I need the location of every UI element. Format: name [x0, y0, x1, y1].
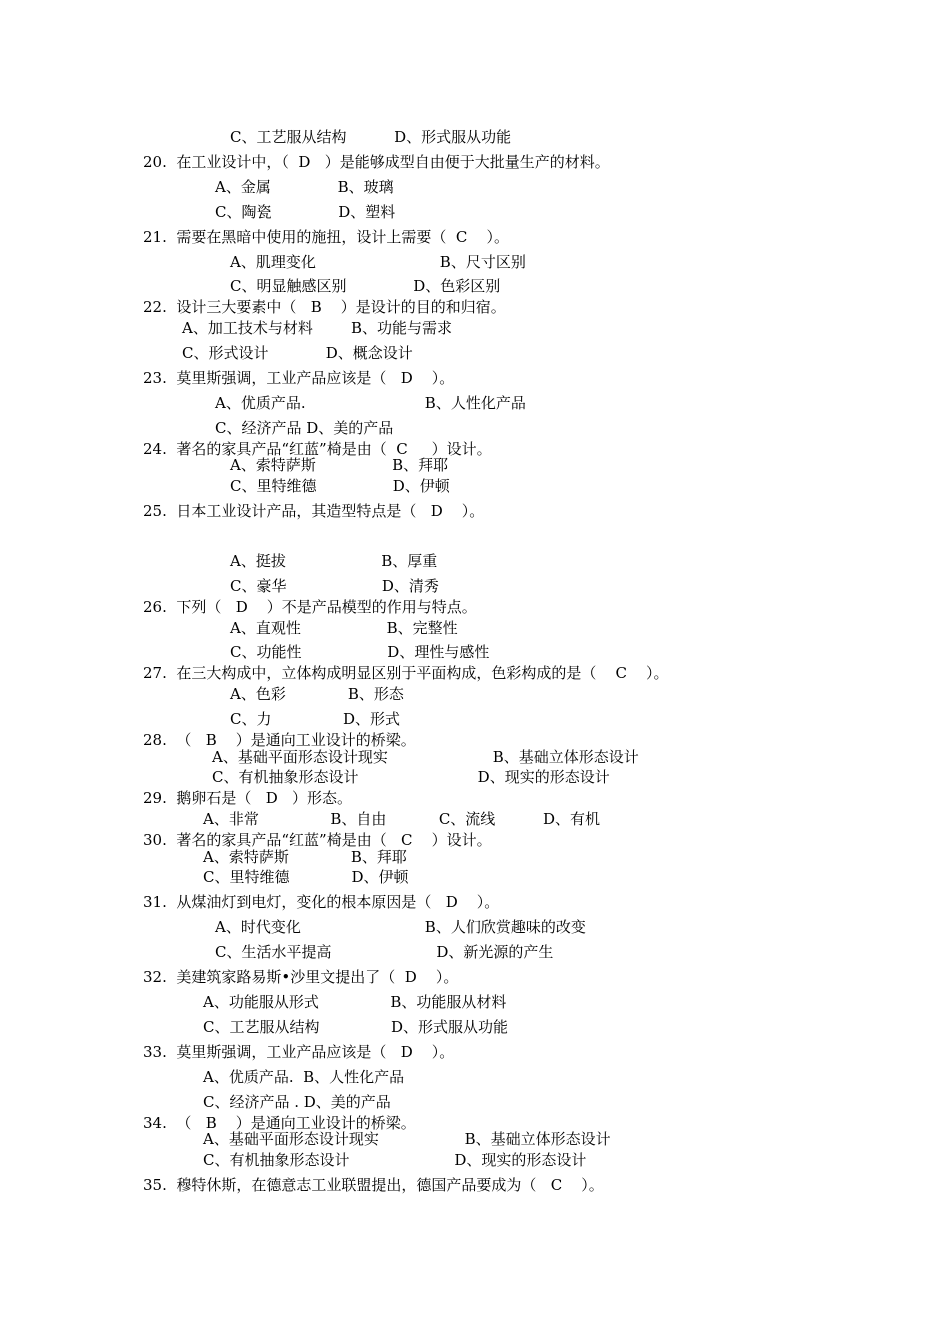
- option-line: C、经济产品 . D、美的产品: [203, 1093, 391, 1111]
- option-line: A、挺拔 B、厚重: [230, 552, 438, 570]
- option-line: A、优质产品. B、人性化产品: [215, 394, 526, 412]
- option-line: C、豪华 D、清秀: [230, 577, 439, 595]
- option-line: C、功能性 D、理性与感性: [230, 643, 490, 661]
- question-line: 26. 下列（ D ）不是产品模型的作用与特点。: [143, 598, 477, 616]
- question-line: 21. 需要在黑暗中使用的施扭，设计上需要（ C ）。: [143, 228, 509, 246]
- question-line: 32. 美建筑家路易斯•沙里文提出了（ D ）。: [143, 968, 459, 986]
- option-line: A、基础平面形态设计现实 B、基础立体形态设计: [203, 1130, 611, 1148]
- option-line: C、明显触感区别 D、色彩区别: [230, 277, 501, 295]
- option-line: A、基础平面形态设计现实 B、基础立体形态设计: [212, 748, 639, 766]
- question-line: 27. 在三大构成中，立体构成明显区别于平面构成，色彩构成的是（ C ）。: [143, 664, 669, 682]
- question-line: 33. 莫里斯强调，工业产品应该是（ D ）。: [143, 1043, 455, 1061]
- option-line: C、力 D、形式: [230, 710, 401, 728]
- question-line: 30. 著名的家具产品“红蓝”椅是由（ C ）设计。: [143, 831, 492, 849]
- question-line: 31. 从煤油灯到电灯，变化的根本原因是（ D ）。: [143, 893, 500, 911]
- option-line: C、里特维德 D、伊顿: [203, 868, 409, 886]
- option-line: A、优质产品. B、人性化产品: [203, 1068, 405, 1086]
- option-line: C、里特维德 D、伊顿: [230, 477, 450, 495]
- option-line: A、功能服从形式 B、功能服从材料: [203, 993, 507, 1011]
- question-line: 22. 设计三大要素中（ B ）是设计的目的和归宿。: [143, 298, 506, 316]
- question-line: 25. 日本工业设计产品，其造型特点是（ D ）。: [143, 502, 485, 520]
- question-line: 23. 莫里斯强调，工业产品应该是（ D ）。: [143, 369, 455, 387]
- option-line: A、直观性 B、完整性: [230, 619, 458, 637]
- option-line: C、陶瓷 D、塑料: [215, 203, 396, 221]
- option-line: A、加工技术与材料 B、功能与需求: [182, 319, 453, 337]
- option-line: C、有机抽象形态设计 D、现实的形态设计: [203, 1151, 587, 1169]
- option-line: A、色彩 B、形态: [230, 685, 404, 703]
- question-line: 24. 著名的家具产品“红蓝”椅是由（ C ）设计。: [143, 440, 492, 458]
- option-line: C、生活水平提高 D、新光源的产生: [215, 943, 554, 961]
- option-line: A、索特萨斯 B、拜耶: [203, 848, 407, 866]
- option-line: A、非常 B、自由 C、流线 D、有机: [203, 810, 601, 828]
- question-line: 28. （ B ）是通向工业设计的桥梁。: [143, 731, 416, 749]
- option-line: C、工艺服从结构 D、形式服从功能: [203, 1018, 509, 1036]
- option-line: A、金属 B、玻璃: [215, 178, 394, 196]
- option-line: A、索特萨斯 B、拜耶: [230, 456, 449, 474]
- option-line: A、时代变化 B、人们欣赏趣味的改变: [215, 918, 586, 936]
- option-line: A、肌理变化 B、尺寸区别: [230, 253, 526, 271]
- question-line: 29. 鹅卵石是（ D ）形态。: [143, 789, 353, 807]
- question-line: 34. （ B ）是通向工业设计的桥梁。: [143, 1114, 416, 1132]
- option-line: C、经济产品 D、美的产品: [215, 419, 394, 437]
- option-line: C、形式设计 D、概念设计: [182, 344, 413, 362]
- option-line: C、工艺服从结构 D、形式服从功能: [230, 128, 512, 146]
- option-line: C、有机抽象形态设计 D、现实的形态设计: [212, 768, 610, 786]
- question-line: 35. 穆特休斯，在德意志工业联盟提出，德国产品要成为（ C ）。: [143, 1176, 604, 1194]
- question-line: 20. 在工业设计中，（ D ）是能够成型自由便于大批量生产的材料。: [143, 153, 610, 171]
